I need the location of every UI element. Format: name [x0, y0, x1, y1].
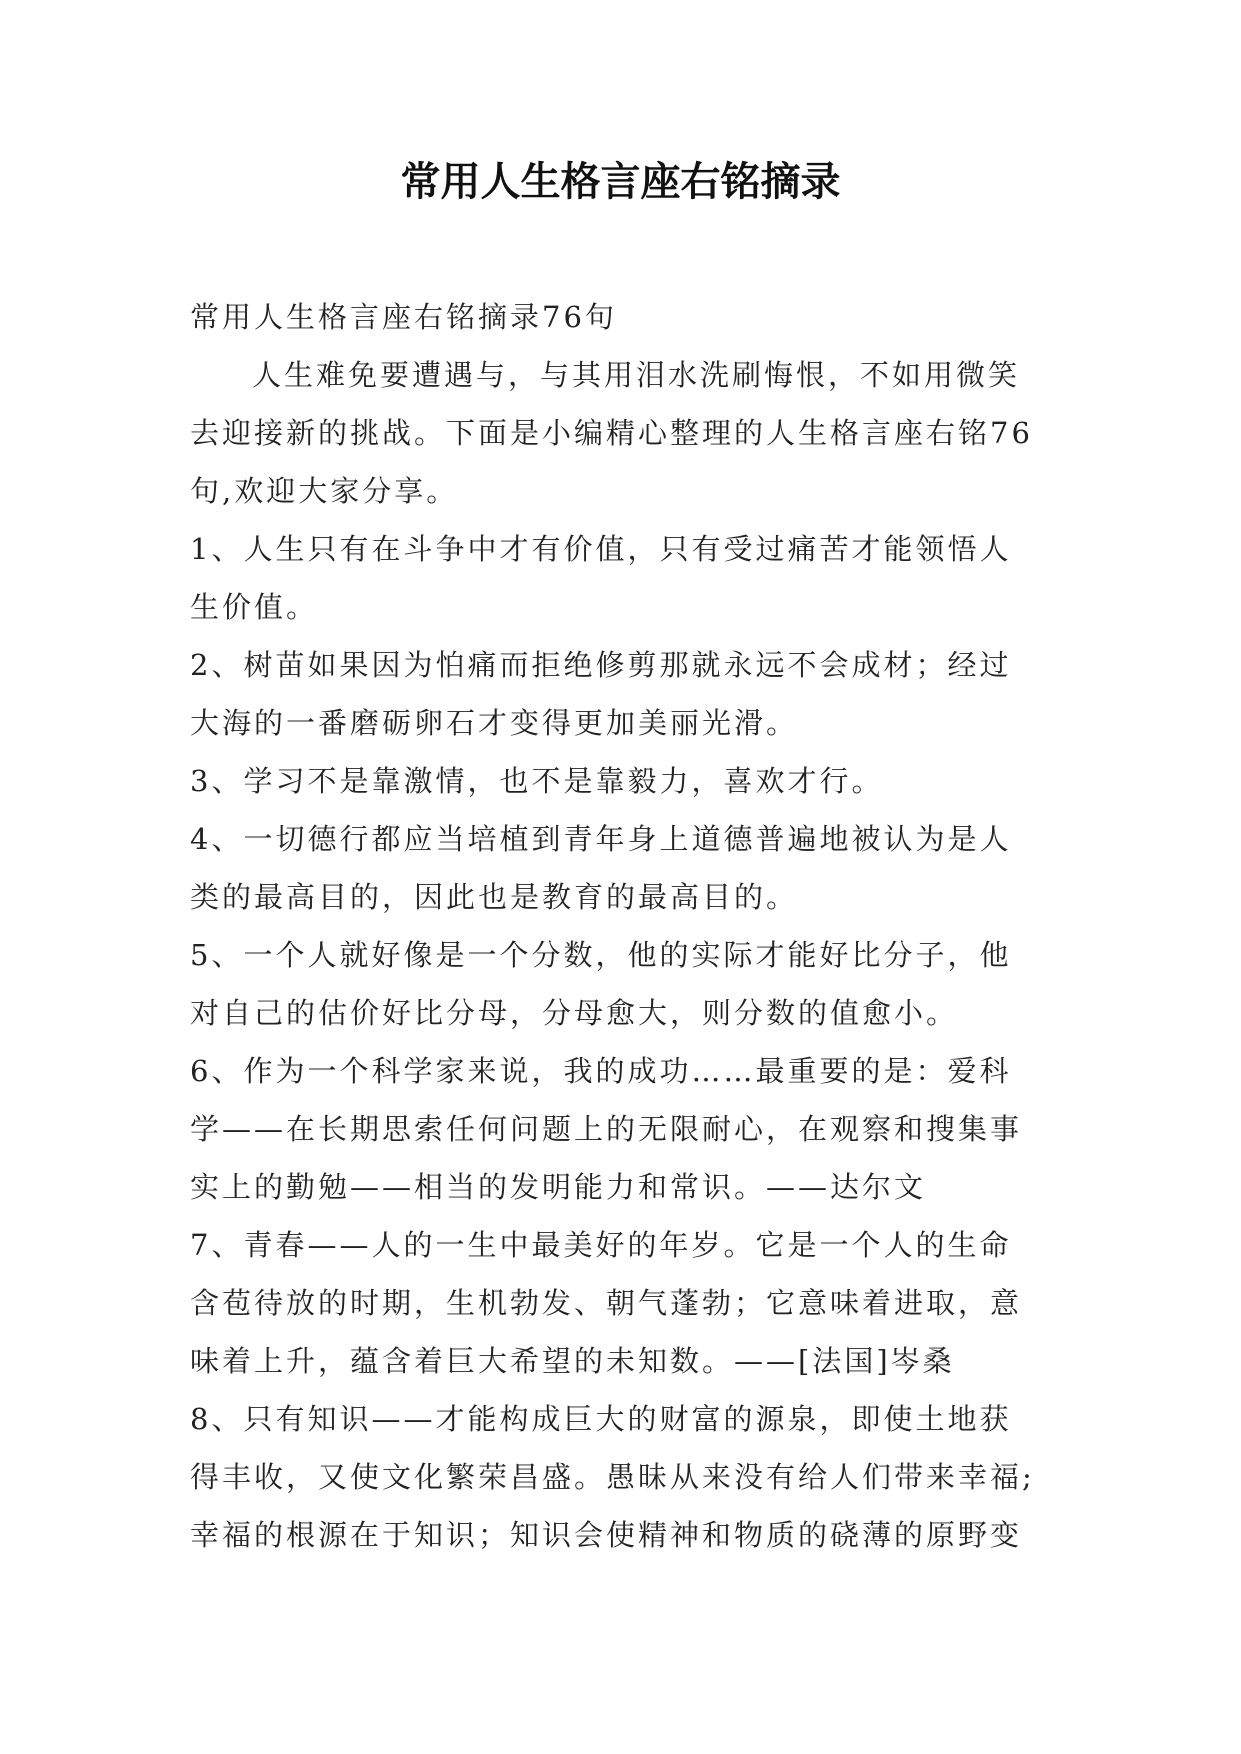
quote-line: 5、一个人就好像是一个分数，他的实际才能好比分子，他: [190, 938, 1012, 972]
quote-line: 7、青春——人的一生中最美好的年岁。它是一个人的生命: [190, 1228, 1012, 1262]
quote-line: 实上的勤勉——相当的发明能力和常识。——达尔文: [190, 1170, 927, 1204]
quote-line: 4、一切德行都应当培植到青年身上道德普遍地被认为是人: [190, 822, 1012, 856]
quote-line: 6、作为一个科学家来说，我的成功……最重要的是：爱科: [190, 1054, 1012, 1088]
quote-line: 对自己的估价好比分母，分母愈大，则分数的值愈小。: [190, 996, 959, 1030]
quote-line: 2、树苗如果因为怕痛而拒绝修剪那就永远不会成材；经过: [190, 648, 1012, 682]
quote-line: 得丰收，又使文化繁荣昌盛。愚昧从来没有给人们带来幸福;: [190, 1460, 1035, 1494]
intro-line: 句,欢迎大家分享。: [190, 474, 459, 508]
quote-line: 大海的一番磨砺卵石才变得更加美丽光滑。: [190, 706, 799, 740]
quote-line: 1、人生只有在斗争中才有价值，只有受过痛苦才能领悟人: [190, 532, 1012, 566]
quote-line: 生价值。: [190, 590, 319, 624]
document-title: 常用人生格言座右铭摘录: [400, 158, 841, 205]
quote-line: 味着上升，蕴含着巨大希望的未知数。——[法国]岑桑: [190, 1344, 955, 1378]
quote-line: 幸福的根源在于知识；知识会使精神和物质的硗薄的原野变: [190, 1518, 1023, 1552]
document-body: [190, 288, 1056, 1564]
document-subtitle: 常用人生格言座右铭摘录76句: [190, 300, 617, 334]
quote-line: 学——在长期思索任何问题上的无限耐心，在观察和搜集事: [190, 1112, 1023, 1146]
intro-line: 人生难免要遭遇与，与其用泪水洗刷悔恨，不如用微笑: [252, 358, 1021, 392]
quote-line: 含苞待放的时期，生机勃发、朝气蓬勃；它意味着进取，意: [190, 1286, 1023, 1320]
quote-line: 3、学习不是靠激情，也不是靠毅力，喜欢才行。: [190, 764, 884, 798]
intro-line: 去迎接新的挑战。下面是小编精心整理的人生格言座右铭76: [190, 416, 1033, 450]
quote-line: 8、只有知识——才能构成巨大的财富的源泉，即使土地获: [190, 1402, 1012, 1436]
quote-line: 类的最高目的，因此也是教育的最高目的。: [190, 880, 799, 914]
